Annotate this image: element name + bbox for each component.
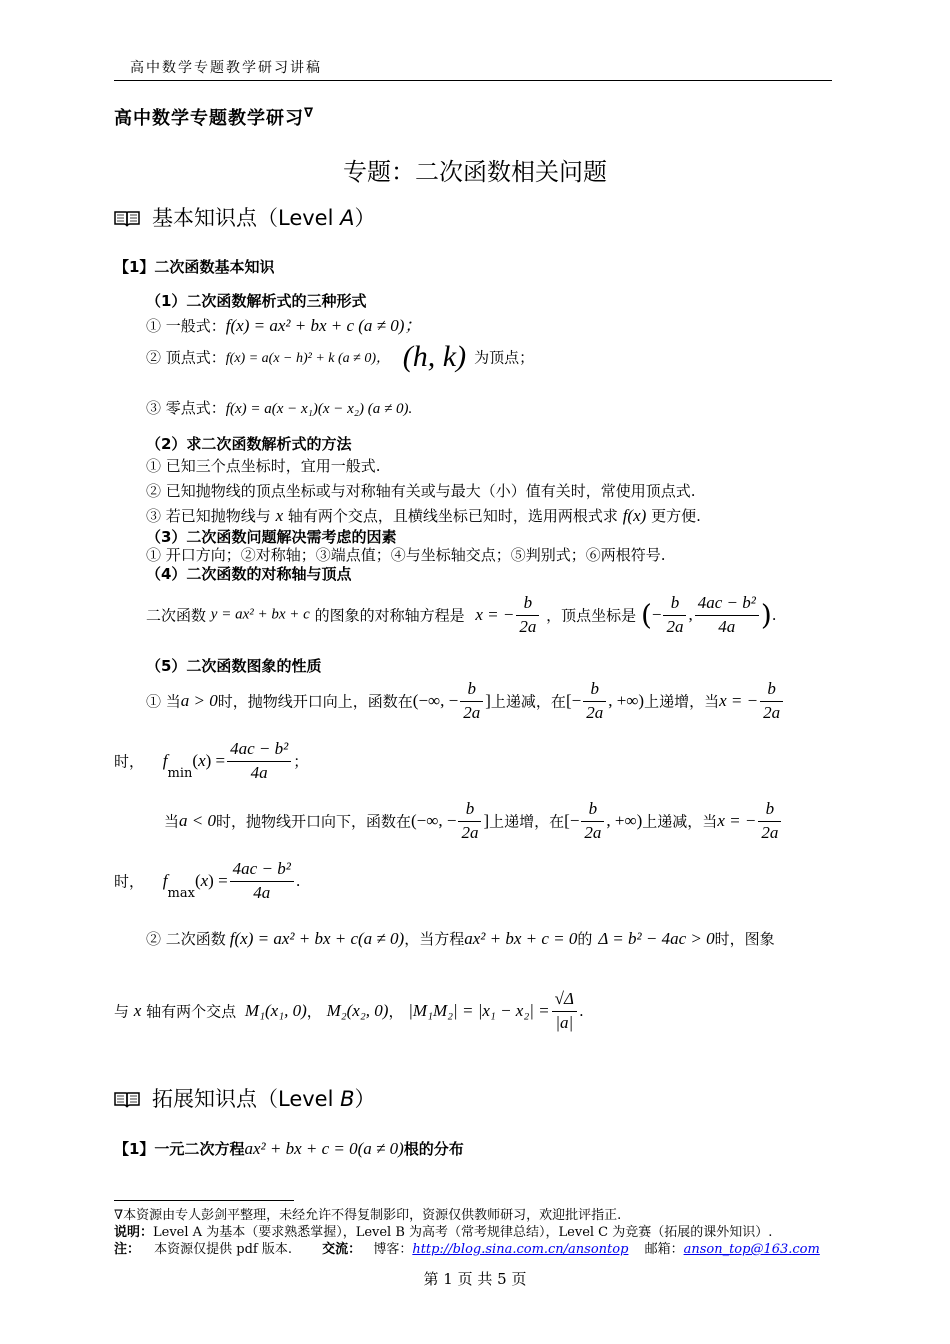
section-a-level: A	[340, 206, 355, 230]
footnote-line1: ∇本资源由专人彭剑平整理，未经允许不得复制影印，资源仅供教师研习，欢迎批评指正.	[114, 1208, 622, 1223]
frac-den: 2a	[761, 822, 779, 842]
fmin-f: f	[162, 751, 168, 771]
footnote-line2-text: Level A 为基本（要求熟悉掌握），Level B 为高考（常考规律总结），Level C 为竞赛（拓展的课外知识）.	[153, 1225, 773, 1240]
fmax-sub: max	[167, 886, 195, 902]
footnote-blog-label: 博客：	[373, 1242, 413, 1257]
q2-d: 时，图象	[714, 930, 775, 948]
vertex-form-label: ② 顶点式：	[146, 348, 226, 367]
section-a-heading	[114, 202, 375, 232]
frac-num: 4ac − b²	[227, 740, 291, 762]
vertex-form	[146, 340, 534, 374]
section-b-level: B	[340, 1087, 355, 1111]
axis-equation: x = −	[475, 605, 515, 625]
p2-d: 上递减，当	[642, 812, 718, 831]
fmin-when: 时，	[114, 752, 145, 771]
q2-function: f(x) = ax² + bx + c(a ≠ 0)	[229, 929, 405, 948]
footnote-line3-text: 本资源仅提供 pdf 版本.	[154, 1242, 293, 1257]
fmin-sub: min	[167, 766, 193, 782]
running-header: 高中数学专题教学研习讲稿	[130, 60, 322, 76]
method-3-a: ③ 若已知抛物线与	[146, 507, 271, 525]
frac-num: 4ac − b²	[230, 860, 294, 882]
email-link[interactable]: anson_top@163.com	[683, 1242, 820, 1257]
vertex-x-fraction	[663, 594, 686, 636]
brand-text: 高中数学专题教学研习	[114, 108, 304, 129]
vertex-minus: −	[651, 605, 662, 625]
p2-cond: a < 0	[179, 811, 216, 831]
frac-den: 2a	[584, 822, 602, 842]
frac-den: |a|	[555, 1012, 574, 1032]
page-number: 第 1 页 共 5 页	[423, 1270, 527, 1288]
p1-interval2-end: , +∞)	[608, 691, 645, 711]
subsection-1: （1）二次函数解析式的三种形式	[146, 292, 367, 310]
footnote-line3	[114, 1238, 820, 1257]
zero-form-math: f(x) = a(x − x₁)(x − x₂) (a ≠ 0).	[225, 401, 413, 417]
p1-interval2: [−	[565, 691, 582, 711]
book-icon	[114, 209, 140, 227]
q2-equation: ax² + bx + c = 0	[464, 929, 578, 948]
vertex-form-tail: 为顶点；	[474, 348, 535, 367]
p1-d: 上递增，当	[644, 692, 720, 711]
q3-distance: |M₁M₂| = |x₁ − x₂| =	[408, 1001, 550, 1021]
p1-x: x = −	[719, 691, 759, 711]
footnote-mail-label: 邮箱：	[644, 1242, 684, 1257]
p2-frac3	[758, 800, 781, 842]
footnote-contact-label: 交流：	[322, 1242, 362, 1257]
p2-x: x = −	[717, 811, 757, 831]
zero-form	[146, 397, 412, 418]
section-a-title: 基本知识点（Level	[152, 206, 341, 230]
vertex-comma: ,	[688, 605, 693, 625]
vertex-form-math: f(x) = a(x − h)² + k (a ≠ 0)，	[225, 351, 391, 366]
axis-vertex-line	[146, 594, 777, 636]
general-form-label: ① 一般式：	[146, 317, 226, 335]
axis-text-c: ，顶点坐标是	[546, 606, 637, 625]
p1-frac2	[583, 680, 606, 722]
fmin-semicolon: ；	[293, 752, 309, 771]
item-b1-b: 根的分布	[403, 1140, 464, 1158]
vertex-period: .	[771, 606, 777, 625]
frac-num: b	[581, 800, 604, 822]
footnote-line3-label: 注：	[114, 1242, 141, 1257]
factors-list: ① 开口方向；②对称轴；③端点值；④与坐标轴交点；⑤判别式；⑥两根符号.	[146, 546, 666, 564]
p2-interval2: [−	[564, 811, 580, 831]
frac-den: 4a	[253, 882, 271, 902]
method-3-f: f(x)	[622, 506, 647, 525]
q3-m1: M₁(x₁, 0)	[244, 1001, 307, 1021]
vertex-close-paren: )	[760, 598, 772, 632]
frac-num: b	[583, 680, 606, 702]
q3-x: x	[133, 1001, 142, 1021]
q3-fraction	[552, 990, 577, 1032]
item-b1-a: 【1】一元二次方程	[114, 1140, 245, 1158]
fmin-line	[114, 740, 308, 782]
property-1-line	[146, 680, 785, 722]
axis-text-a: 二次函数	[146, 606, 207, 625]
axis-text-b: 的图象的对称轴方程是	[314, 606, 465, 625]
frac-den: 4a	[250, 762, 268, 782]
p2-interval2-end: , +∞)	[606, 811, 643, 831]
frac-num: b	[458, 800, 481, 822]
blog-link[interactable]: http://blog.sina.com.cn/ansontop	[412, 1242, 629, 1257]
fmax-when: 时，	[114, 872, 145, 891]
frac-den: 2a	[666, 616, 684, 636]
brand-title	[114, 104, 314, 130]
frac-num: b	[758, 800, 781, 822]
p1-interval1: (−∞, −	[412, 691, 459, 711]
q3-b: 轴有两个交点	[146, 1002, 237, 1021]
method-3	[146, 505, 701, 526]
p1-a: ① 当	[146, 692, 181, 711]
frac-num: b	[516, 594, 539, 616]
property-2-line	[146, 928, 775, 949]
method-2: ② 已知抛物线的顶点坐标或与对称轴有关或与最大（小）值有关时，常使用顶点式.	[146, 482, 696, 500]
fmax-f: f	[162, 871, 168, 891]
q3-sep1: ，	[306, 1002, 322, 1021]
general-form-math: f(x) = ax² + bx + c (a ≠ 0)；	[225, 316, 422, 335]
axis-fraction	[516, 594, 539, 636]
p1-frac1	[460, 680, 483, 722]
p2-a: 当	[164, 812, 180, 831]
vertex-y-fraction	[695, 594, 759, 636]
frac-num: 4ac − b²	[695, 594, 759, 616]
item-1-heading: 【1】二次函数基本知识	[114, 258, 275, 276]
frac-den: 2a	[461, 822, 479, 842]
general-form	[146, 311, 421, 336]
method-1: ① 已知三个点坐标时，宜用一般式.	[146, 457, 381, 475]
subsection-5: （5）二次函数图象的性质	[146, 657, 322, 675]
zero-form-label: ③ 零点式：	[146, 399, 226, 417]
frac-den: 2a	[519, 616, 537, 636]
page-title: 专题：二次函数相关问题	[343, 158, 607, 186]
property-1b-line	[164, 800, 783, 842]
q3-sep2: ，	[388, 1002, 404, 1021]
book-icon	[114, 1090, 140, 1108]
item-b1-heading	[114, 1138, 464, 1159]
q2-discriminant: Δ = b² − 4ac > 0	[598, 929, 715, 948]
frac-num: b	[663, 594, 686, 616]
method-3-x: x	[275, 506, 284, 525]
frac-num: √Δ	[552, 990, 577, 1012]
q2-a: ② 二次函数	[146, 930, 226, 948]
subsection-3: （3）二次函数问题解决需考虑的因素	[146, 528, 397, 546]
p1-cond: a > 0	[180, 691, 218, 711]
footnote-line2-label: 说明：	[114, 1225, 154, 1240]
q3-a: 与	[114, 1002, 130, 1021]
axis-function: y = ax² + bx + c	[210, 606, 310, 623]
subsection-4: （4）二次函数的对称轴与顶点	[146, 565, 352, 583]
section-b-title: 拓展知识点（Level	[152, 1087, 341, 1111]
q2-b: ，当方程	[404, 930, 465, 948]
fmax-arg: (x) =	[194, 871, 228, 891]
q3-m2: M₂(x₂, 0)	[326, 1001, 389, 1021]
fmax-period: .	[295, 872, 301, 891]
vertex-open-paren: (	[640, 598, 652, 632]
fmin-fraction	[227, 740, 291, 782]
p1-b: 时，抛物线开口向上，函数在	[217, 692, 413, 711]
vertex-point: (h, k)	[402, 340, 467, 373]
p1-c: 上递减，在	[490, 692, 566, 711]
subsection-2: （2）求二次函数解析式的方法	[146, 435, 352, 453]
section-b-heading	[114, 1083, 376, 1113]
property-2b-line	[114, 990, 584, 1032]
method-3-b: 轴有两个交点，且横线坐标已知时，选用两根式求	[287, 507, 618, 525]
p2-frac2	[581, 800, 604, 842]
method-3-c: 更方便.	[651, 507, 701, 525]
section-b-close: ）	[354, 1087, 376, 1111]
p2-c: 上递增，在	[489, 812, 565, 831]
frac-num: b	[760, 680, 783, 702]
frac-den: 2a	[763, 702, 781, 722]
p2-b: 时，抛物线开口向下，函数在	[216, 812, 412, 831]
p2-interval1: (−∞, −	[411, 811, 457, 831]
q3-period: .	[578, 1002, 584, 1021]
footnote-rule	[114, 1200, 294, 1201]
fmin-arg: (x) =	[192, 751, 226, 771]
brand-mark: ∇	[304, 106, 315, 121]
item-b1-equation: ax² + bx + c = 0(a ≠ 0)	[244, 1139, 404, 1158]
header-rule	[114, 80, 832, 81]
p1-bracket: ]	[485, 691, 491, 711]
frac-den: 2a	[463, 702, 481, 722]
q2-c: 的	[577, 930, 593, 948]
frac-num: b	[460, 680, 483, 702]
section-a-close: ）	[354, 206, 376, 230]
p2-frac1	[458, 800, 481, 842]
fmax-fraction	[230, 860, 294, 902]
p2-bracket: ]	[483, 811, 490, 831]
fmax-line	[114, 860, 301, 902]
frac-den: 4a	[718, 616, 736, 636]
p1-frac3	[760, 680, 783, 722]
frac-den: 2a	[586, 702, 604, 722]
